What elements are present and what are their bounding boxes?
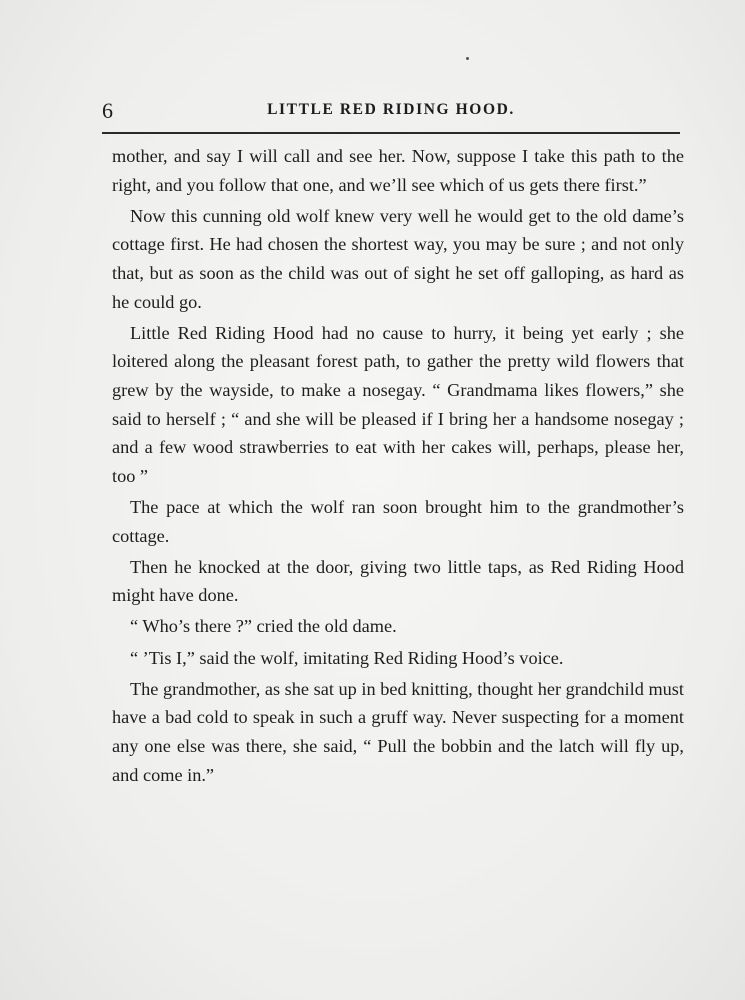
running-title: LITTLE RED RIDING HOOD. [267, 101, 515, 118]
paragraph-whos-there: “ Who’s there ?” cried the old dame. [130, 616, 397, 637]
paragraph-wolf-cunning: Now this cunning old wolf knew very well he would get to the old dame’s cottage first. He had chosen the shortest way, you may be sure ; and not only that, but as soon as the child was out of sight he set off galloping, as hard as he could go. [112, 205, 684, 312]
ink-speck [466, 57, 469, 60]
header-rule [102, 132, 680, 134]
paragraph-continued: mother, and say I will call and see her. Now, suppose I take this path to the right, and you follow that one, and we’ll see which of us gets there first.” [112, 146, 684, 195]
paragraph-red-riding-hood-loiters: Little Red Riding Hood had no cause to hurry, it being yet early ; she loitered along the pleasant forest path, to gather the pretty wild flowers that grew by the wayside, to make a nosegay. “ Grandmama likes flowers,” she said to herself ; “ and she will be pleased if I bring her a handsome nosegay ; and a few wood strawberries to eat with her cakes will, perhaps, please her, too ” [112, 322, 684, 486]
paragraph-grandmother-replies: The grandmother, as she sat up in bed knitting, thought her grandchild must have a bad cold to speak in such a gruff way. Never suspecting for a moment any one else was there, she said, “ Pull the bobbin and the latch will fly up, and come in.” [112, 678, 684, 785]
page-number: 6 [102, 98, 113, 123]
page-header [102, 96, 680, 128]
paragraph-tis-i: “ ’Tis I,” said the wolf, imitating Red Riding Hood’s voice. [130, 647, 564, 668]
paragraph-wolf-arrives: The pace at which the wolf ran soon brought him to the grandmother’s cottage. [112, 496, 684, 546]
paragraph-wolf-knocks: Then he knocked at the door, giving two little taps, as Red Riding Hood might have done. [112, 556, 684, 606]
body-text [112, 142, 684, 789]
